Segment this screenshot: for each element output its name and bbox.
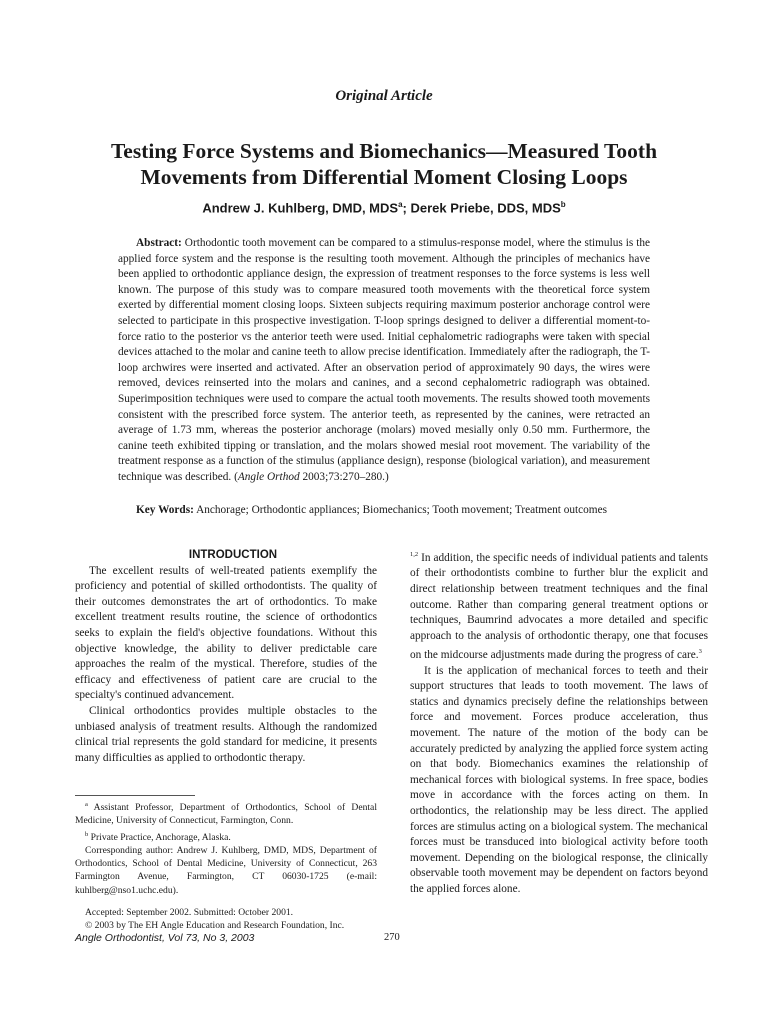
article-title: Testing Force Systems and Biomechanics—Measured Tooth Movements from Differential Moment Closing Loops bbox=[110, 139, 658, 189]
intro-paragraph-2-text: Clinical orthodontics provides multiple obstacles to the unbiased analysis of treatment results. Although the randomized clinical trial represents the gold standard for medicine, it presents many difficulties as applied to orthodontic therapy. bbox=[75, 704, 377, 764]
citation-ref-1-2: 1,2 bbox=[410, 551, 419, 558]
footnotes bbox=[75, 798, 377, 932]
accepted-submitted-dates: Accepted: September 2002. Submitted: October 2001. bbox=[85, 906, 294, 918]
journal-footer: Angle Orthodontist, Vol 73, No 3, 2003 bbox=[75, 932, 255, 944]
intro-paragraph-1: The excellent results of well-treated patients exemplify the proficiency and potential of skilled orthodontists. The quality of their outcomes demonstrates the art of orthodontics. To make excellent treatment results routine, the science of orthodontics seeks to explain the field's objective foundations. Without this objective knowledge, the ability to deliver predictable care approaches the realm of the mystical. Therefore, studies of the efficacy and effectiveness of patient care are crucial to the specialty's continued advancement. bbox=[75, 564, 377, 702]
abstract-text: Orthodontic tooth movement can be compared to a stimulus-response model, where the stimulus is the applied force system and the response is the resulting tooth movement. Although the principles of mechanics have been applied to orthodontic appliance design, the expression of treatment responses to the force systems is less well known. The purpose of this study was to compare measured tooth movements with the theoretical force system exerted by differential moment closing loops. Sixteen subjects requiring maximum posterior anchorage control were selected to participate in this prospective investigation. T-loop springs designed to deliver a differential moment-to-force ratio to the posterior vs the anterior teeth were used. Initial cephalometric radiographs were taken with special devices attached to the molar and canine teeth to allow precise identification. Immediately after the radiograph, the T-loop archwires were inserted and activated. After an observation period of approximately 90 days, the wires were removed, devices reinserted into the molars and canines, and a second cephalometric radiograph was obtained. Superimposition techniques were used to compare the actual tooth movements. The results showed tooth movements consistent with the prescribed force system. The anterior teeth, as represented by the canines, were retracted an average of 1.73 mm, whereas the posterior anchorage (molars) moved mesially only 0.50 mm. Furthermore, the canine teeth exhibited tipping or translation, and the molars showed mesial root movement. The variability of the treatment response as a function of the stimulus (appliance design), response (biological variation), and measurement technique was described. ( bbox=[118, 237, 651, 483]
body-column-right bbox=[410, 547, 708, 898]
author-line bbox=[0, 200, 768, 215]
author-separator: ; bbox=[402, 200, 411, 216]
footnote-b bbox=[75, 828, 377, 844]
footnote-b-text: Private Practice, Anchorage, Alaska. bbox=[90, 831, 231, 843]
footnote-divider bbox=[75, 795, 195, 796]
footnote-a bbox=[75, 798, 377, 828]
keywords-text: Anchorage; Orthodontic appliances; Biomechanics; Tooth movement; Treatment outcomes bbox=[196, 504, 607, 516]
corresponding-author: Corresponding author: Andrew J. Kuhlberg, DMD, MDS, Department of Orthodontics, School of Dental Medicine, University of Connecticut, 263 Farmington Avenue, Farmington, CT 06030-1725 (e-mail: kuhlberg@nso1.uchc.edu). bbox=[75, 844, 377, 896]
page-number: 270 bbox=[384, 932, 400, 943]
abstract-label: Abstract: bbox=[136, 237, 182, 249]
intro-paragraph-2-continued-text: In addition, the specific needs of individual patients and talents of their orthodontists combine to further blur the explicit and direct relationship between treatment techniques and the final outcome. Rather than comparing general treatment options or techniques, Baumrind advocates a more detailed and specific approach to the analysis of orthodontic therapy, one that focuses on the midcourse adjustments made during the progress of care. bbox=[410, 551, 708, 662]
abstract bbox=[118, 236, 650, 486]
article-type-label: Original Article bbox=[335, 88, 433, 104]
intro-paragraph-2-continued bbox=[410, 547, 708, 664]
abstract-citation-journal: Angle Orthod bbox=[237, 470, 300, 483]
intro-paragraph-2 bbox=[75, 704, 377, 766]
keywords bbox=[118, 503, 658, 519]
author-2: Derek Priebe, DDS, MDS bbox=[410, 200, 561, 216]
author-1: Andrew J. Kuhlberg, DMD, MDS bbox=[202, 200, 399, 216]
footnote-a-mark: a bbox=[85, 801, 88, 808]
introduction-heading: INTRODUCTION bbox=[188, 549, 278, 561]
body-column-left bbox=[75, 548, 377, 766]
intro-paragraph-3: It is the application of mechanical forces to teeth and their support structures that leads to tooth movement. The laws of statics and dynamics precisely define the relationships between force and movement. Forces produce acceleration, thus movement. The nature of the motion of the body can be accurately predicted by analyzing the applied force system acting on that body. Biomechanics examines the relationship of mechanical forces with biological systems. In free space, bodies move in accordance with the forces acting on them. In orthodontics, the relationship may be less direct. The applied forces are stimulus acting on a biological system. The mechanical forces must be transduced into biological activity before tooth movement. Depending on the biological response, the clinically observable tooth movement may be dependent on factors beyond the applied forces alone. bbox=[410, 664, 708, 895]
abstract-citation-rest: 2003;73:270–280.) bbox=[299, 470, 389, 483]
author-2-affiliation-mark: b bbox=[560, 200, 566, 209]
footnote-b-mark: b bbox=[85, 830, 89, 838]
footnote-a-text: Assistant Professor, Department of Orthodontics, School of Dental Medicine, University of Connecticut, Farmington, Conn. bbox=[75, 802, 377, 827]
keywords-label: Key Words: bbox=[136, 504, 194, 516]
author-1-affiliation-mark: a bbox=[398, 200, 403, 209]
citation-ref-3: 3 bbox=[698, 648, 702, 656]
copyright-notice: © 2003 by The EH Angle Education and Research Foundation, Inc. bbox=[85, 920, 345, 931]
